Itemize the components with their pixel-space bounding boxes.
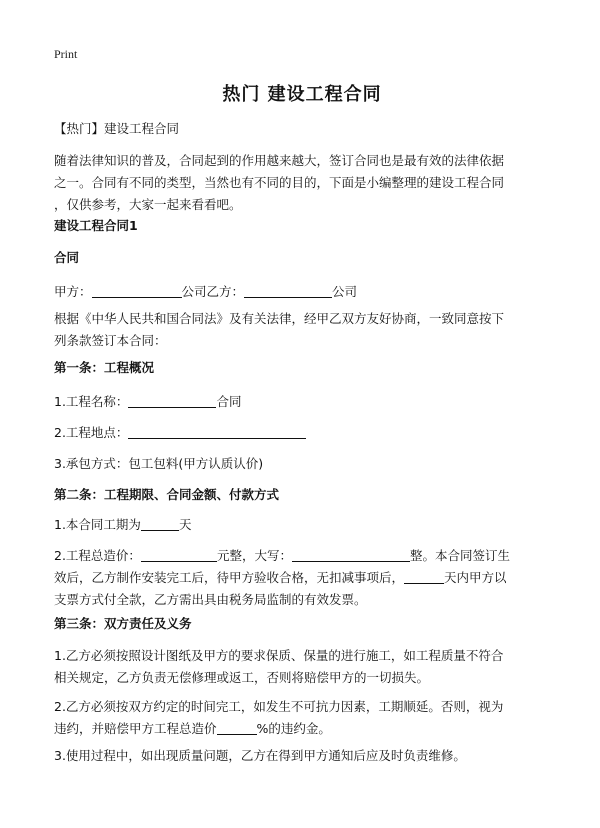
- project-location-label: 2.工程地点：: [54, 425, 129, 440]
- article2-item2-line: [54, 544, 510, 567]
- project-name-blank: [128, 393, 216, 408]
- print-link[interactable]: Print: [54, 47, 78, 61]
- article3-heading: 第三条：双方责任及义务: [54, 616, 192, 631]
- company-b-label: 公司乙方：: [181, 284, 245, 299]
- project-name-label: 1.工程名称：: [54, 394, 129, 409]
- party-b-blank: [244, 283, 332, 298]
- duration-blank: [141, 516, 179, 531]
- document-title: 热门 建设工程合同: [222, 84, 382, 105]
- contract-heading: 建设工程合同1: [54, 218, 138, 233]
- article1-item1: [54, 390, 241, 413]
- party-a-label: 甲方：: [54, 284, 92, 299]
- project-location-blank: [128, 424, 306, 439]
- basis-paragraph-line: 列条款签订本合同：: [54, 333, 167, 348]
- penalty-percent-blank: [217, 720, 257, 735]
- article1-heading: 第一条：工程概况: [54, 360, 155, 375]
- total-cost-blank: [141, 547, 217, 562]
- duration-label: 1.本合同工期为: [54, 517, 141, 532]
- document-subtitle: 【热门】建设工程合同: [54, 121, 180, 136]
- intro-paragraph-line: 随着法律知识的普及，合同起到的作用越来越大，签订合同也是最有效的法律依据: [54, 153, 505, 168]
- article3-item2-line: [54, 717, 331, 740]
- article1-item2: [54, 421, 306, 444]
- payment-days-blank: [404, 569, 444, 584]
- article3-item1-line: 1.乙方必须按照设计图纸及甲方的要求保质、保量的进行施工，如工程质量不符合: [54, 648, 504, 663]
- penalty-suffix: %的违约金。: [256, 721, 331, 736]
- article2-item2-line: [54, 566, 507, 589]
- article1-item3: 3.承包方式：包工包料(甲方认质认价): [54, 456, 264, 471]
- article3-item1-line: 相关规定，乙方负责无偿修理或返工，否则将赔偿甲方的一切损失。: [54, 670, 430, 685]
- total-cost-zheng: 整。本合同签订生: [409, 548, 510, 563]
- party-a-blank: [92, 283, 182, 298]
- duration-suffix: 天: [178, 517, 192, 532]
- article3-item3: 3.使用过程中，如出现质量问题，乙方在得到甲方通知后应及时负责维修。: [54, 748, 466, 763]
- total-cost-capital-blank: [292, 547, 410, 562]
- penalty-text: 违约，并赔偿甲方工程总造价: [54, 721, 217, 736]
- article2-item1: [54, 513, 191, 536]
- company-end-label: 公司: [332, 284, 358, 299]
- article2-item2-line: 支票方式付全款，乙方需出具由税务局监制的有效发票。: [54, 592, 367, 607]
- contract-label: 合同: [54, 250, 80, 265]
- payment-term-text: 效后，乙方制作安装完工后，待甲方验收合格，无扣减事项后，: [54, 570, 405, 585]
- article3-item2-line: 2.乙方必须按双方约定的时间完工，如发生不可抗力因素，工期顺延。否则，视为: [54, 699, 504, 714]
- basis-paragraph-line: 根据《中华人民共和国合同法》及有关法律，经甲乙双方友好协商，一致同意按下: [54, 311, 505, 326]
- intro-paragraph-line: ，仅供参考，大家一起来看看吧。: [54, 197, 242, 212]
- total-cost-yuan: 元整，大写：: [216, 548, 292, 563]
- parties-line: [54, 280, 357, 303]
- payment-term-suffix: 天内甲方以: [444, 570, 507, 585]
- intro-paragraph-line: 之一。合同有不同的类型，当然也有不同的目的，下面是小编整理的建设工程合同: [54, 175, 505, 190]
- total-cost-label: 2.工程总造价：: [54, 548, 141, 563]
- article2-heading: 第二条：工程期限、合同金额、付款方式: [54, 487, 280, 502]
- project-name-suffix: 合同: [216, 394, 242, 409]
